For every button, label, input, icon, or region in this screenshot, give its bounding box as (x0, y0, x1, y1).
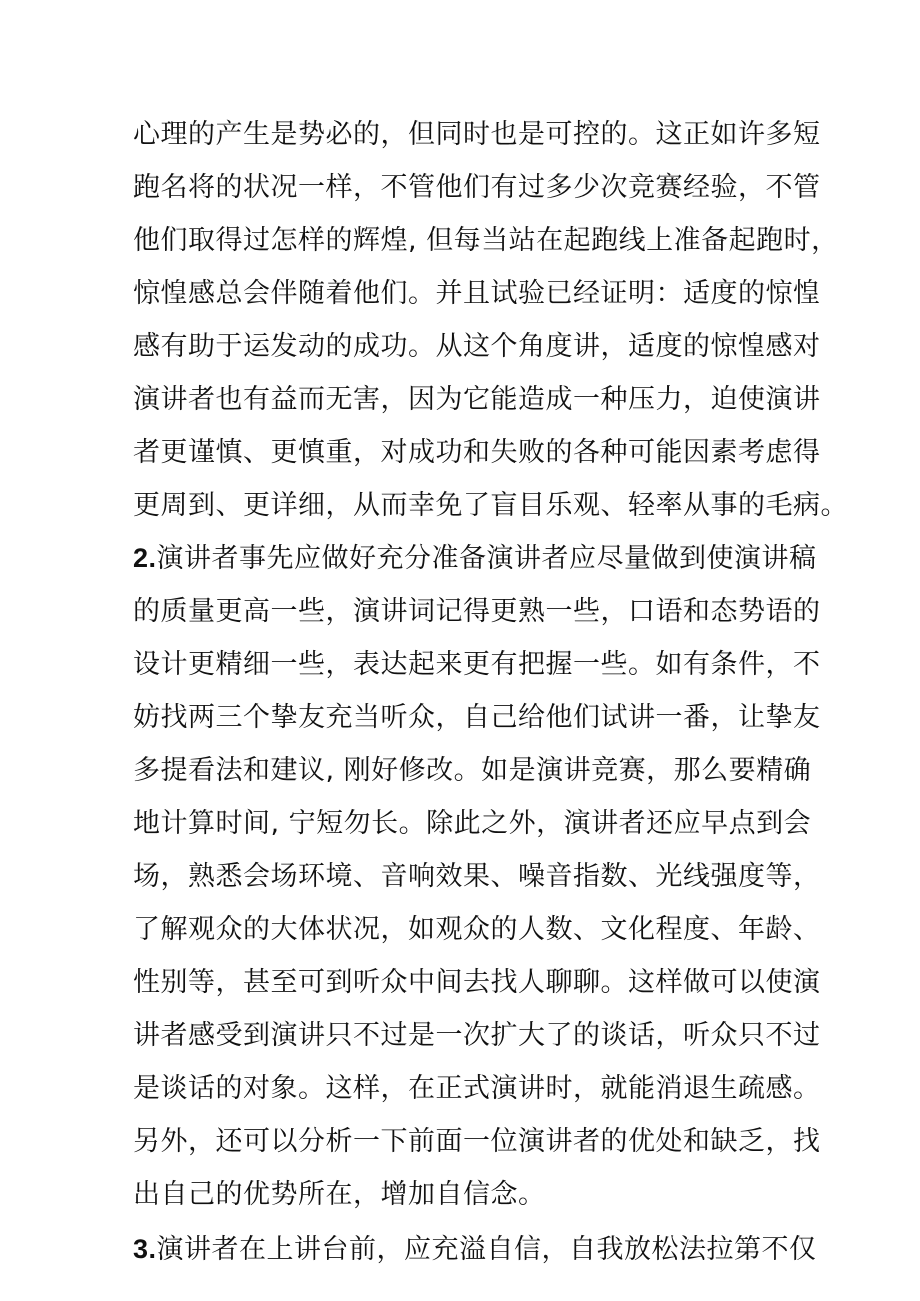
text-line: 地计算时间, 宁短勿长。除此之外，演讲者还应早点到会 (133, 808, 812, 839)
text-line: 的质量更高一些，演讲词记得更熟一些，口语和态势语的 (133, 596, 821, 627)
text-line: 讲者感受到演讲只不过是一次扩大了的谈话，听众只不过 (133, 1020, 821, 1051)
text-line: 更周到、更详细，从而幸免了盲目乐观、轻率从事的毛病。 (133, 490, 848, 521)
text-line: 是谈话的对象。这样，在正式演讲时，就能消退生疏感。 (133, 1073, 821, 1104)
text-line: 场，熟悉会场环境、音响效果、噪音指数、光线强度等， (133, 861, 821, 892)
text-line: 演讲者也有益而无害，因为它能造成一种压力，迫使演讲 (133, 384, 821, 415)
text-line: 性别等，甚至可到听众中间去找人聊聊。这样做可以使演 (133, 967, 821, 998)
section-3-number: 3. (133, 1234, 157, 1264)
section-2-first-line: 演讲者事先应做好充分准备演讲者应尽量做到使演讲稿 (156, 543, 817, 574)
text-line: 者更谨慎、更慎重，对成功和失败的各种可能因素考虑得 (133, 437, 821, 468)
text-line: 设计更精细一些，表达起来更有把握一些。如有条件，不 (133, 649, 821, 680)
text-line: 惊惶感总会伴随着他们。并且试验已经证明：适度的惊惶 (133, 278, 821, 309)
text-line: 出自己的优势所在，增加自信念。 (133, 1179, 546, 1210)
text-line: 他们取得过怎样的辉煌, 但每当站在起跑线上准备起跑时， (133, 225, 839, 256)
text-line: 多提看法和建议, 刚好修改。如是演讲竞赛，那么要精确 (133, 755, 812, 786)
text-line: 跑名将的状况一样，不管他们有过多少次竞赛经验，不管 (133, 172, 821, 203)
section-2-number: 2. (133, 543, 157, 573)
body-text (133, 108, 848, 1276)
section-3-first-line: 演讲者在上讲台前，应充溢自信，自我放松法拉第不仅 (156, 1234, 817, 1265)
text-line: 妨找两三个挚友充当听众，自己给他们试讲一番，让挚友 (133, 702, 821, 733)
text-line: 感有助于运发动的成功。从这个角度讲，适度的惊惶感对 (133, 331, 821, 362)
text-line: 心理的产生是势必的，但同时也是可控的。这正如许多短 (133, 119, 821, 150)
section-2-heading-line (133, 532, 817, 585)
section-3-heading-line (133, 1223, 817, 1276)
text-line: 了解观众的大体状况，如观众的人数、文化程度、年龄、 (133, 914, 821, 945)
text-line: 另外，还可以分析一下前面一位演讲者的优处和缺乏，找 (133, 1126, 821, 1157)
